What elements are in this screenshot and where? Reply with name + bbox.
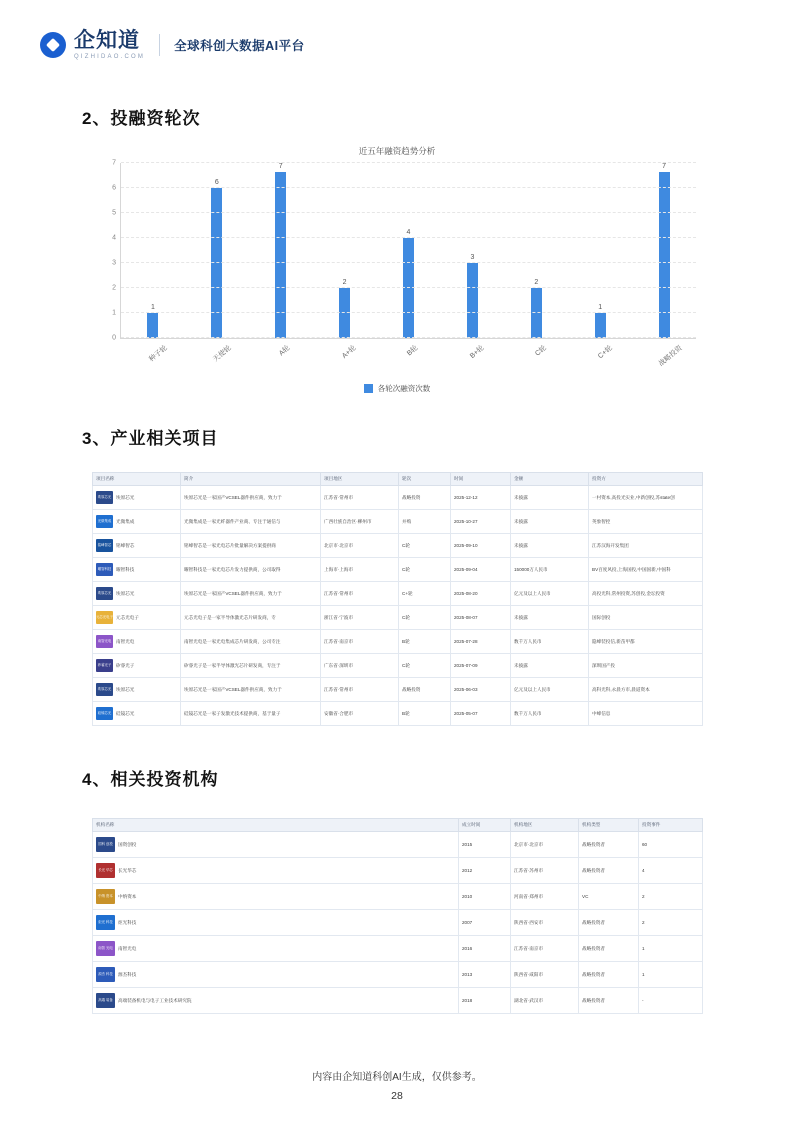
investor-name-cell[interactable]	[93, 988, 459, 1014]
table-row[interactable]	[93, 936, 703, 962]
chart-y-tick: 2	[112, 284, 116, 292]
chart-bar-value: 1	[598, 304, 603, 311]
company-logo-icon: 光微集成	[96, 515, 113, 528]
section-title-funding-rounds: 2、投融资轮次	[82, 109, 201, 128]
project-name-cell[interactable]	[93, 606, 181, 630]
chart-y-tick: 5	[112, 209, 116, 217]
chart-x-label-slot	[504, 339, 568, 379]
investor-logo-icon: 中纳 资本	[96, 889, 115, 904]
project-description: 南智光电是一家光电集成芯片研发商，公司专注	[181, 630, 321, 654]
company-logo-icon: 曜智科技	[96, 563, 113, 576]
investor-region: 陕西省·咸阳市	[511, 962, 579, 988]
project-name: 硅镜芯光	[116, 710, 135, 716]
project-name-cell[interactable]	[93, 534, 181, 558]
project-name-cell[interactable]	[93, 654, 181, 678]
investor-event-count: 2	[639, 910, 703, 936]
investor-event-count: 1	[639, 936, 703, 962]
project-name-cell[interactable]	[93, 486, 181, 510]
company-logo-icon: 硅镜芯光	[96, 707, 113, 720]
investor-logo-icon: 国科 创投	[96, 837, 115, 852]
legend-swatch-icon	[364, 384, 373, 393]
project-description: 矽睿光子是一家半导体激光芯片研发商，专注于	[181, 654, 321, 678]
project-amount: 未披露	[511, 534, 589, 558]
chart-x-label-slot	[184, 339, 248, 379]
investor-name: 源杰科技	[118, 971, 137, 977]
chart-bar[interactable]	[275, 172, 286, 338]
column-header[interactable]: 机构名称	[93, 819, 459, 832]
project-name: 埃原芯光	[116, 590, 135, 596]
investors-table-header	[93, 819, 703, 832]
investor-name: 高端装备机电与电子工业技术研究院	[118, 997, 192, 1003]
investor-region: 江苏省·苏州市	[511, 858, 579, 884]
investor-name: 中纳资本	[118, 893, 137, 899]
chart-bar-value: 7	[278, 163, 283, 170]
chart-y-tick: 7	[112, 159, 116, 167]
column-header[interactable]: 项目地区	[321, 473, 399, 486]
investor-founded: 2007	[459, 910, 511, 936]
projects-table	[92, 472, 703, 726]
investor-founded: 2013	[459, 962, 511, 988]
chart-x-label-slot	[312, 339, 376, 379]
project-round: B轮	[399, 702, 451, 726]
chart-bar[interactable]	[403, 238, 414, 338]
table-row[interactable]	[93, 678, 703, 702]
project-region: 上海市·上海市	[321, 558, 399, 582]
project-region: 江苏省·常州市	[321, 582, 399, 606]
qizhidao-logo-icon	[40, 32, 66, 58]
projects-table-header	[93, 473, 703, 486]
chart-gridline	[112, 334, 696, 342]
investors-table	[92, 818, 703, 1014]
table-row[interactable]	[93, 988, 703, 1014]
investor-logo-icon: 长光 华芯	[96, 863, 115, 878]
chart-x-labels	[120, 339, 696, 379]
chart-bar[interactable]	[659, 172, 670, 338]
project-date: 2025-07-09	[451, 654, 511, 678]
project-name-cell[interactable]	[93, 510, 181, 534]
project-date: 2025-10-27	[451, 510, 511, 534]
project-investor: 一村资本,高投光实业,中新创投,苏state创	[589, 486, 703, 510]
project-round: C+轮	[399, 582, 451, 606]
table-row[interactable]	[93, 858, 703, 884]
project-region: 广东省·深圳市	[321, 654, 399, 678]
investor-region: 江苏省·南京市	[511, 936, 579, 962]
investor-event-count: 60	[639, 832, 703, 858]
legend-label: 各轮次融资次数	[377, 384, 431, 393]
investor-type: 战略投资者	[579, 962, 639, 988]
project-name: 南智光电	[116, 638, 135, 644]
investor-name: 炬光科技	[118, 919, 137, 925]
project-amount: 数千万人民币	[511, 702, 589, 726]
investor-event-count: 1	[639, 962, 703, 988]
chart-x-label-slot	[376, 339, 440, 379]
investor-region: 北京市·北京市	[511, 832, 579, 858]
investor-logo-icon: 炬光 科技	[96, 915, 115, 930]
project-region: 北京市·北京市	[321, 534, 399, 558]
project-name: 光微集成	[116, 518, 135, 524]
chart-gridline	[112, 259, 696, 267]
chart-x-tick: A+轮	[341, 344, 358, 361]
column-header[interactable]: 机构地区	[511, 819, 579, 832]
project-region: 江苏省·南京市	[321, 630, 399, 654]
project-investor: 英象智控	[589, 510, 703, 534]
investor-region: 陕西省·西安市	[511, 910, 579, 936]
column-header[interactable]: 投资方	[589, 473, 703, 486]
chart-gridline	[112, 209, 696, 217]
company-logo-icon: 埃原芯光	[96, 683, 113, 696]
chart-x-label-slot	[568, 339, 632, 379]
column-header[interactable]: 金额	[511, 473, 589, 486]
chart-x-tick: C轮	[534, 344, 548, 358]
table-row[interactable]	[93, 884, 703, 910]
company-logo-icon: 铭峰智芯	[96, 539, 113, 552]
table-row[interactable]	[93, 832, 703, 858]
column-header[interactable]: 简介	[181, 473, 321, 486]
project-round: 战略投资	[399, 486, 451, 510]
project-round: C轮	[399, 558, 451, 582]
investor-type: 战略投资者	[579, 832, 639, 858]
column-header[interactable]: 轮次	[399, 473, 451, 486]
chart-x-tick: C+轮	[596, 344, 614, 361]
company-logo-icon: 南智光电	[96, 635, 113, 648]
project-region: 广西壮族自治区·柳州市	[321, 510, 399, 534]
funding-trend-chart	[92, 145, 702, 400]
project-round: 并购	[399, 510, 451, 534]
project-investor: 中峰信息	[589, 702, 703, 726]
investor-name-cell[interactable]	[93, 962, 459, 988]
investor-type: 战略投资者	[579, 988, 639, 1014]
project-description: 光微集成是一家光纤器件产业商、专注于通信与	[181, 510, 321, 534]
table-row[interactable]	[93, 486, 703, 510]
project-region: 江苏省·常州市	[321, 486, 399, 510]
project-region: 安徽省·合肥市	[321, 702, 399, 726]
project-round: C轮	[399, 654, 451, 678]
chart-bar-value: 3	[470, 254, 475, 261]
chart-gridline	[112, 234, 696, 242]
project-name: 埃原芯光	[116, 686, 135, 692]
chart-plot-area	[112, 159, 696, 342]
project-amount: 亿元及以上人民币	[511, 678, 589, 702]
chart-legend	[92, 383, 702, 394]
chart-bar[interactable]	[147, 313, 158, 338]
table-row[interactable]	[93, 962, 703, 988]
investor-name: 国资创投	[118, 841, 137, 847]
investor-name-cell[interactable]	[93, 832, 459, 858]
project-description: 元芯光电子是一家半导体激光芯片研发商，专	[181, 606, 321, 630]
project-name: 元芯光电子	[116, 614, 139, 620]
section-title-related-projects: 3、产业相关项目	[82, 429, 219, 448]
project-amount: 未披露	[511, 486, 589, 510]
project-name-cell[interactable]	[93, 558, 181, 582]
table-row[interactable]	[93, 606, 703, 630]
project-amount: 未披露	[511, 654, 589, 678]
project-name: 埃原芯光	[116, 494, 135, 500]
project-round: B轮	[399, 630, 451, 654]
section-title-related-investors: 4、相关投资机构	[82, 770, 219, 789]
chart-y-tick: 4	[112, 234, 116, 242]
chart-bar-value: 2	[342, 279, 347, 286]
project-investor: 江苏汉海开发集团	[589, 534, 703, 558]
project-date: 2025-08-20	[451, 582, 511, 606]
investor-type: 战略投资者	[579, 858, 639, 884]
investor-founded: 2012	[459, 858, 511, 884]
table-row[interactable]	[93, 910, 703, 936]
table-row[interactable]	[93, 630, 703, 654]
project-description: 硅镜芯光是一家子发激光技术提供商，基于量子	[181, 702, 321, 726]
chart-x-tick: 种子轮	[147, 344, 169, 364]
logo-en-text: QIZHIDAO.COM	[74, 54, 146, 60]
project-region: 浙江省·宁波市	[321, 606, 399, 630]
investor-type: 战略投资者	[579, 936, 639, 962]
chart-title: 近五年融资趋势分析	[358, 146, 436, 156]
table-row[interactable]	[93, 702, 703, 726]
page-number: 28	[391, 1090, 403, 1102]
column-header[interactable]: 项目名称	[93, 473, 181, 486]
company-logo-icon: 埃原芯光	[96, 587, 113, 600]
chart-x-tick: B轮	[406, 344, 420, 358]
brand-header	[40, 30, 305, 60]
company-logo-icon: 元芯光电子	[96, 611, 113, 624]
project-date: 2025-06-03	[451, 678, 511, 702]
table-row[interactable]	[93, 582, 703, 606]
footer-note: 内容由企知道科创AI生成，仅供参考。	[312, 1072, 482, 1083]
chart-bar[interactable]	[531, 288, 542, 338]
project-date: 2025-12-12	[451, 486, 511, 510]
project-investor: 隐峰装投信,新苗甲都	[589, 630, 703, 654]
investor-name: 长光华芯	[118, 867, 137, 873]
project-name: 曜智科技	[116, 566, 135, 572]
investor-type: 战略投资者	[579, 910, 639, 936]
investor-region: 河南省·郑州市	[511, 884, 579, 910]
project-name-cell[interactable]	[93, 702, 181, 726]
column-header[interactable]: 机构类型	[579, 819, 639, 832]
project-description: 埃原芯光是一家国产VCSEL器件供应商，致力于	[181, 582, 321, 606]
investor-logo-icon: 南智 光电	[96, 941, 115, 956]
investor-event-count: 2	[639, 884, 703, 910]
investor-founded: 2015	[459, 832, 511, 858]
chart-x-tick: 战略投资	[657, 344, 684, 368]
chart-x-label-slot	[440, 339, 504, 379]
project-amount: 数千万人民币	[511, 630, 589, 654]
project-description: 曜智科技是一家光电芯片发力提供商，公司取得	[181, 558, 321, 582]
table-row[interactable]	[93, 510, 703, 534]
project-amount: 亿元及以上人民币	[511, 582, 589, 606]
logo-slogan: 全球科创大数据AI平台	[174, 39, 305, 53]
project-investor: BV百度风投,上海国投,中国国新,中国科	[589, 558, 703, 582]
project-round: C轮	[399, 606, 451, 630]
investor-name-cell[interactable]	[93, 936, 459, 962]
investor-region: 湖北省·武汉市	[511, 988, 579, 1014]
investor-type: VC	[579, 884, 639, 910]
chart-gridline	[112, 309, 696, 317]
project-amount: 150000万人民币	[511, 558, 589, 582]
logo-wordmark	[74, 30, 145, 60]
chart-y-tick: 6	[112, 184, 116, 192]
chart-y-tick: 0	[112, 334, 116, 342]
company-logo-icon: 矽睿光子	[96, 659, 113, 672]
investor-name-cell[interactable]	[93, 884, 459, 910]
investor-event-count: 4	[639, 858, 703, 884]
header-divider	[159, 34, 160, 56]
project-date: 2025-07-28	[451, 630, 511, 654]
chart-gridline	[112, 159, 696, 167]
project-name-cell[interactable]	[93, 630, 181, 654]
chart-bar-value: 4	[406, 229, 411, 236]
investor-name-cell[interactable]	[93, 858, 459, 884]
project-round: C轮	[399, 534, 451, 558]
project-investor: 高投光科,常州投资,苏创投,金坛投资	[589, 582, 703, 606]
project-region: 江苏省·常州市	[321, 678, 399, 702]
chart-bar-value: 2	[534, 279, 539, 286]
project-name: 矽睿光子	[116, 662, 135, 668]
table-row[interactable]	[93, 558, 703, 582]
investor-name-cell[interactable]	[93, 910, 459, 936]
chart-x-label-slot	[120, 339, 184, 379]
project-investor: 深圳国产投	[589, 654, 703, 678]
investor-founded: 2010	[459, 884, 511, 910]
investor-logo-icon: 高端 装备	[96, 993, 115, 1008]
investor-name: 南智光电	[118, 945, 137, 951]
project-description: 埃原芯光是一家国产VCSEL器件供应商，致力于	[181, 486, 321, 510]
project-round: 战略投资	[399, 678, 451, 702]
chart-bar[interactable]	[595, 313, 606, 338]
project-investor: 高科光科,永晨方市,晨道资本	[589, 678, 703, 702]
investor-event-count: -	[639, 988, 703, 1014]
project-name-cell[interactable]	[93, 678, 181, 702]
company-logo-icon: 埃原芯光	[96, 491, 113, 504]
chart-bar-value: 1	[150, 304, 155, 311]
project-amount: 未披露	[511, 510, 589, 534]
column-header[interactable]: 投资事件	[639, 819, 703, 832]
logo-cn-text: 企知道	[74, 29, 140, 52]
project-name-cell[interactable]	[93, 582, 181, 606]
chart-y-tick: 3	[112, 259, 116, 267]
chart-x-tick: A轮	[278, 344, 292, 358]
table-row[interactable]	[93, 534, 703, 558]
table-row[interactable]	[93, 654, 703, 678]
chart-x-label-slot	[248, 339, 312, 379]
project-date: 2025-05-07	[451, 702, 511, 726]
chart-y-tick: 1	[112, 309, 116, 317]
chart-x-label-slot	[632, 339, 696, 379]
chart-bar[interactable]	[467, 263, 478, 338]
investor-founded: 2016	[459, 936, 511, 962]
project-investor: 国际创投	[589, 606, 703, 630]
column-header[interactable]: 时间	[451, 473, 511, 486]
investor-founded: 2018	[459, 988, 511, 1014]
chart-gridline	[112, 184, 696, 192]
chart-bar[interactable]	[211, 188, 222, 338]
chart-x-tick: 天使轮	[211, 344, 233, 364]
project-description: 铭峰智芯是一家光电芯片批量解决方案提供商	[181, 534, 321, 558]
chart-bar-value: 6	[214, 179, 219, 186]
chart-bar-value: 7	[662, 163, 667, 170]
chart-bar[interactable]	[339, 288, 350, 338]
project-date: 2025-09-04	[451, 558, 511, 582]
chart-gridline	[112, 284, 696, 292]
project-name: 铭峰智芯	[116, 542, 135, 548]
project-amount: 未披露	[511, 606, 589, 630]
project-description: 埃原芯光是一家国产VCSEL器件供应商，致力于	[181, 678, 321, 702]
project-date: 2025-08-07	[451, 606, 511, 630]
chart-x-tick: B+轮	[469, 344, 486, 361]
investor-logo-icon: 源杰 科技	[96, 967, 115, 982]
column-header[interactable]: 成立时间	[459, 819, 511, 832]
project-date: 2025-09-10	[451, 534, 511, 558]
